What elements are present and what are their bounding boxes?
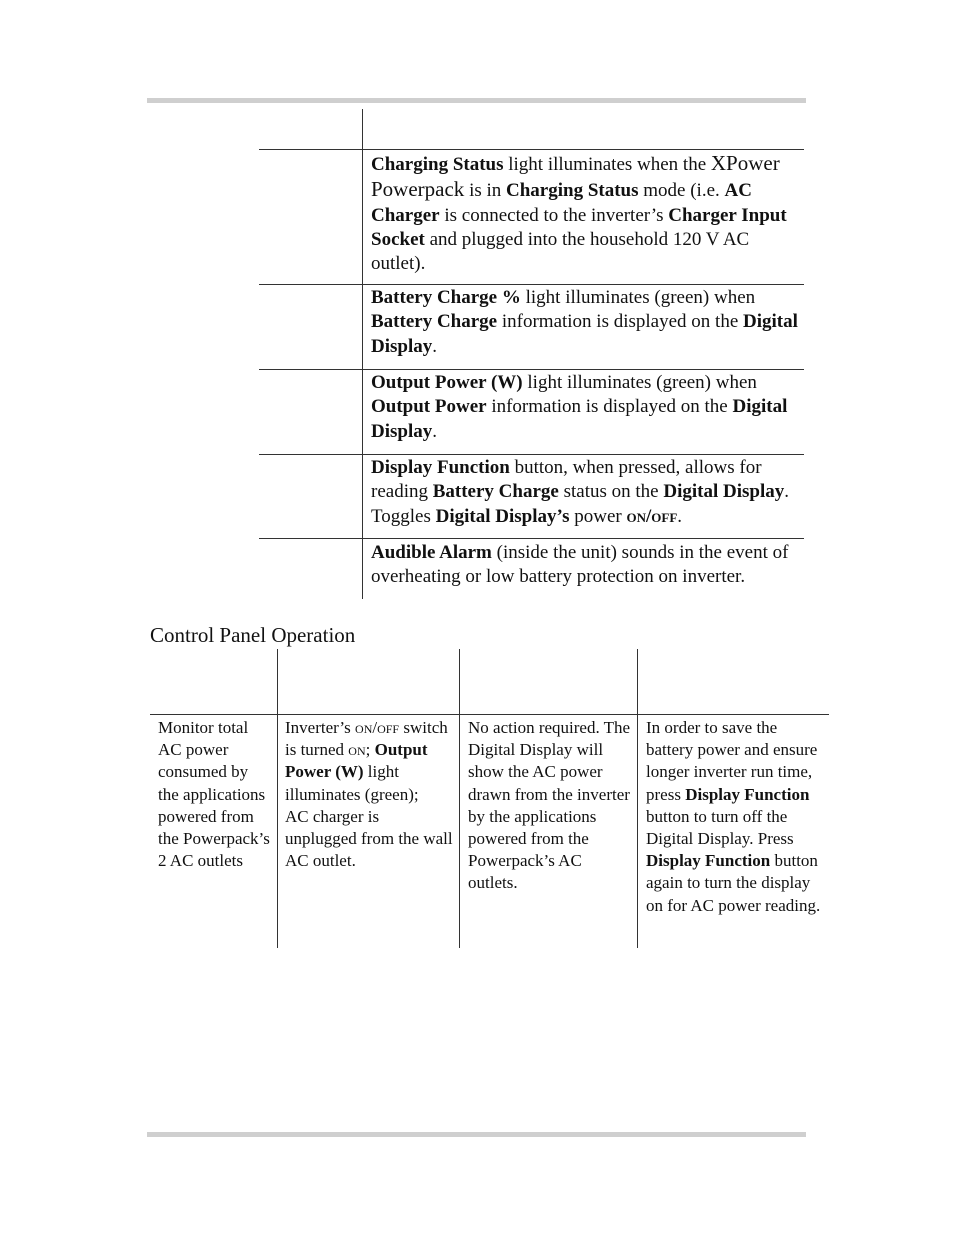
header-rule: [147, 98, 806, 103]
output-power-description: Output Power (W) light illuminates (green) when Output Power information is displayed on the Digital Display.: [371, 372, 788, 442]
table-column-divider: [637, 649, 638, 948]
table-row-divider: [259, 538, 804, 539]
table-column-divider: [362, 109, 363, 599]
operation-cell-result: No action required. The Digital Display will show the AC power drawn from the inverter by the applications powered from the Powerpack’s AC outlets.: [468, 718, 631, 893]
audible-alarm-description: Audible Alarm (inside the unit) sounds in the event of overheating or low battery protection on inverter.: [371, 542, 789, 588]
display-function-description: Display Function button, when pressed, allows for reading Battery Charge status on the Digital Display. Toggles Digital Display’s power on/off.: [371, 457, 789, 527]
footer-rule: [147, 1132, 806, 1137]
operation-cell-notes: In order to save the battery power and ensure longer inverter run time, press Display Function button to turn off the Digital Display. Press Display Function button again to turn the display on for AC power reading.: [646, 718, 821, 915]
table-row-divider: [259, 454, 804, 455]
charging-status-description: Charging Status light illuminates when the XPower Powerpack is in Charging Status mode (i.e. AC Charger is connected to the inverter’s Charger Input Socket and plugged into the household 120 V AC outlet).: [371, 151, 787, 275]
table-row-divider: [259, 284, 804, 285]
table-column-divider: [277, 649, 278, 948]
operation-cell-function: Monitor total AC power consumed by the applications powered from the Powerpack’s 2 AC outlets: [158, 718, 270, 871]
section-title: Control Panel Operation: [150, 623, 356, 647]
table-column-divider: [459, 649, 460, 948]
table-row-divider: [259, 149, 804, 150]
table-header-divider: [150, 714, 829, 715]
operation-cell-condition: Inverter’s on/off switch is turned on; Output Power (W) light illuminates (green); AC charger is unplugged from the wall AC outlet.: [285, 718, 453, 871]
table-row-divider: [259, 369, 804, 370]
battery-charge-description: Battery Charge % light illuminates (green) when Battery Charge information is displayed on the Digital Display.: [371, 287, 798, 357]
